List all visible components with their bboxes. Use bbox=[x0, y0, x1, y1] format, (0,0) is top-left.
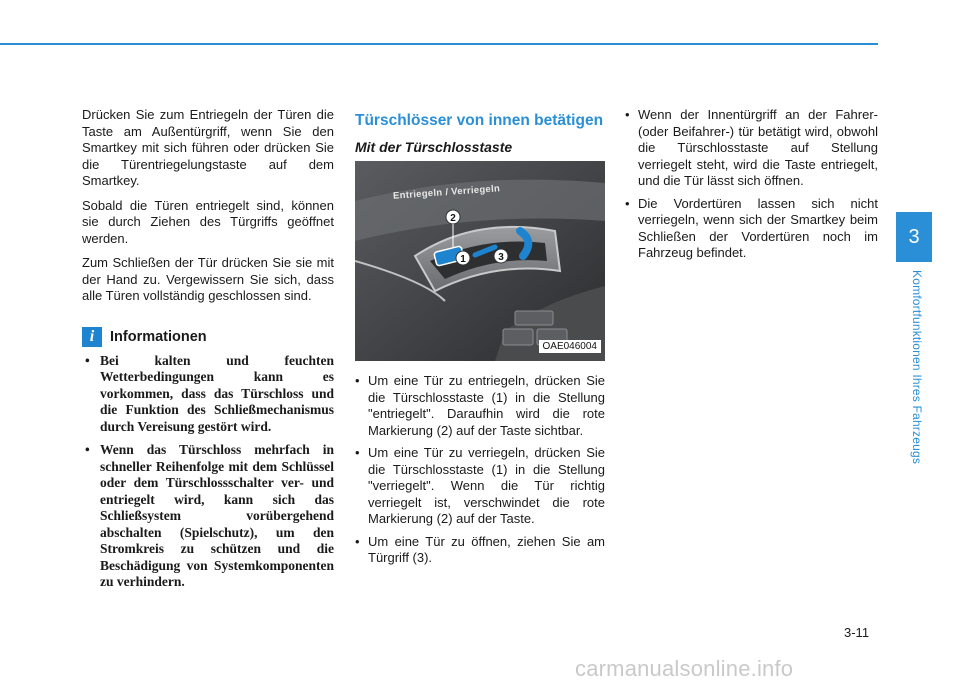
chapter-tab: 3 bbox=[896, 212, 932, 262]
figure-label: Entriegeln / Verriegeln bbox=[392, 183, 501, 202]
top-rule bbox=[0, 43, 878, 45]
subsection-title: Mit der Türschlosstaste bbox=[355, 139, 513, 155]
info-icon: i bbox=[82, 327, 102, 347]
paragraph: Zum Schließen der Tür drücken Sie sie mit der Hand zu. Vergewissern Sie sich, dass alle Türen vollständig geschlossen sind. bbox=[82, 255, 334, 303]
door-lock-figure bbox=[355, 161, 605, 361]
info-heading bbox=[82, 327, 334, 347]
note-bullet: • Die Vordertüren lassen sich nicht verriegeln, wenn sich der Smartkey beim Schließen der Vordertüren noch im Fahrzeug befindet. bbox=[625, 196, 878, 262]
lock-instructions-list bbox=[355, 373, 605, 567]
info-bullet: • Wenn das Türschloss mehrfach in schneller Reihenfolge mit dem Schlüssel oder dem Türschlossschalter ver- und entriegelt wird, kann sich das Schließsystem vorübergehend abschalten (Spielschutz), um den Stromkreis zu schützen und die Beschädigung von Systemkomponenten zu verhindern. bbox=[82, 442, 334, 591]
figure-code: OAE046004 bbox=[539, 340, 602, 353]
additional-notes-list bbox=[625, 107, 878, 262]
info-title: Informationen bbox=[110, 328, 207, 345]
column-1 bbox=[82, 107, 334, 598]
note-bullet: • Wenn der Innentürgriff an der Fahrer- (oder Beifahrer-) tür betätigt wird, obwohl die Türschlosstaste auf Stellung verriegelt steht, wird die Taste entriegelt, und die Tür lässt sich öffnen. bbox=[625, 107, 878, 190]
paragraph: Drücken Sie zum Entriegeln der Türen die Taste am Außentürgriff, wenn Sie den Smartkey mit sich führen oder drücken Sie die Türentriegelungstaste auf dem Smartkey. bbox=[82, 107, 334, 188]
section-title: Türschlösser von innen betätigen bbox=[355, 112, 604, 129]
callout-2: 2 bbox=[450, 213, 456, 224]
info-bullet: • Bei kalten und feuchten Wetterbedingungen kann es vorkommen, dass das Türschloss und die Funktion des Schließmechanismus durch Vereisung gestört wird. bbox=[82, 353, 334, 436]
instruction-bullet: • Um eine Tür zu öffnen, ziehen Sie am Türgriff (3). bbox=[355, 534, 605, 567]
column-3 bbox=[625, 107, 878, 268]
chapter-title: Komfortfunktionen Ihres Fahrzeugs bbox=[910, 270, 924, 465]
instruction-bullet: • Um eine Tür zu verriegeln, drücken Sie die Türschlosstaste (1) in die Stellung "verriegelt". Wenn die Tür richtig verriegelt ist, verschwindet die rote Markierung (2) auf der Taste. bbox=[355, 445, 605, 528]
instruction-bullet: • Um eine Tür zu entriegeln, drücken Sie die Türschlosstaste (1) in die Stellung "entriegelt". Daraufhin wird die rote Markierung (2) auf der Taste sichtbar. bbox=[355, 373, 605, 439]
info-list bbox=[82, 353, 334, 591]
callout-3: 3 bbox=[498, 252, 504, 263]
callout-1: 1 bbox=[460, 254, 466, 265]
page-number: 3-11 bbox=[844, 625, 870, 640]
paragraph: Sobald die Türen entriegelt sind, können sie durch Ziehen des Türgriffs geöffnet werden. bbox=[82, 197, 334, 246]
column-2 bbox=[355, 107, 605, 573]
watermark: carmanualsonline.info bbox=[575, 656, 794, 681]
